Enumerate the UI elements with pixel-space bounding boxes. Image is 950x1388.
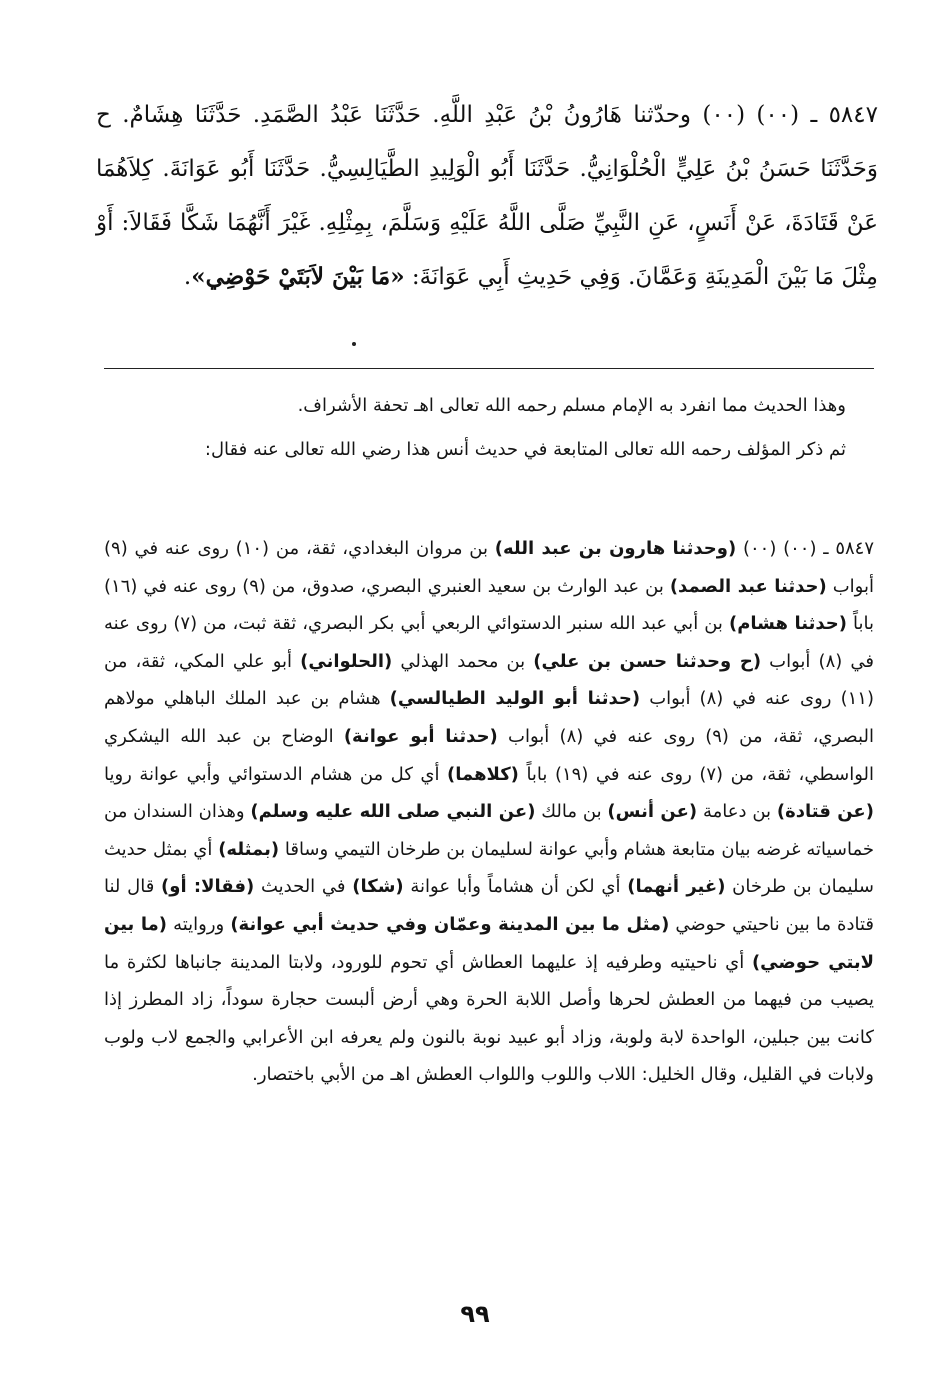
commentary-segment: أي لكن أن هشاماً وأبا عوانة bbox=[403, 876, 628, 898]
commentary-segment: أي بمثل حديث سليمان بن طرخان bbox=[104, 838, 875, 898]
commentary-segment: هشام بن عبد الملك الباهلي مولاهم البصري، ثقة، من (٩) روى عنه في (٨) أبواب bbox=[104, 688, 874, 747]
commentary-segment-bold: (بمثله) bbox=[218, 838, 280, 860]
commentary-segment-bold: (ما بين لابتي حوضي) bbox=[104, 913, 874, 973]
commentary-segment-bold: (الحلواني) bbox=[300, 650, 393, 672]
commentary-segment-bold: (حدثنا هشام) bbox=[728, 613, 847, 635]
commentary-segment: وروايته bbox=[167, 913, 231, 935]
hadith-segment: ٥٨٤٧ ـ (٠٠) (٠٠) وحدّثنا هَارُونُ بْنُ عَبْدِ اللَّهِ. حَدَّثَنَا عَبْدُ الصَّمَدِ. حَدَّثَنَا هِشَامٌ. ح وَحَدَّثَنَا حَسَنُ بْنُ عَلِيٍّ الْحُلْوَانِيُّ. حَدَّثَنَا أَبُو الْوَلِيدِ الطَّيَالِسِيُّ. حَدَّثَنَا أَبُو عَوَانَةَ. كِلاَهُمَا عَنْ قَتَادَةَ، عَنْ أَنَسٍ، عَنِ النَّبِيِّ صَلَّى اللَّهُ عَلَيْهِ وَسَلَّمَ، بِمِثْلِهِ. غَيْرَ أَنَّهُمَا شَكَّا فَقَالاَ: أَوْ مِثْلَ مَا بَيْنَ الْمَدِينَةِ وَعَمَّانَ. وَفِي حَدِيثِ أَبِي عَوَانَةَ: bbox=[96, 102, 878, 290]
commentary-segment-bold: (ح وحدثنا حسن بن علي) bbox=[533, 650, 762, 672]
commentary-segment-bold: (غير أنهما) bbox=[627, 876, 726, 898]
commentary-segment-bold: (وحدثنا هارون بن عبد الله) bbox=[494, 538, 737, 559]
commentary-segment: بن محمد الهذلي bbox=[392, 650, 534, 672]
footnote-line: ثم ذكر المؤلف رحمه الله تعالى المتابعة في حديث أنس هذا رضي الله تعالى عنه فقال: bbox=[204, 439, 846, 460]
commentary-segment-bold: (فقالا: أو) bbox=[161, 876, 255, 898]
decorative-dot bbox=[352, 342, 356, 346]
commentary-segment-bold: (مثل ما بين المدينة وعمّان وفي حديث أبي عوانة) bbox=[230, 913, 670, 935]
footnote-block bbox=[104, 384, 874, 472]
commentary-segment: أي كل من هشام الدستوائي وأبي عوانة رويا bbox=[104, 763, 448, 785]
commentary-text bbox=[104, 530, 874, 1094]
commentary-segment: بن مروان البغدادي، ثقة، من (١٠) روى عنه في (٩) أبواب bbox=[104, 538, 874, 597]
commentary-segment: في الحديث bbox=[254, 876, 353, 898]
commentary-segment: بن مالك bbox=[535, 801, 608, 823]
footnote-line: وهذا الحديث مما انفرد به الإمام مسلم رحمه الله تعالى اهـ تحفة الأشراف. bbox=[297, 395, 846, 416]
commentary-segment-bold: (عن قتادة) bbox=[776, 801, 874, 823]
commentary-segment: بن أبي عبد الله سنبر الدستوائي الربعي أبي بكر البصري، ثقة ثبت، من (٧) روى عنه في (٨) أبواب bbox=[104, 613, 874, 672]
commentary-segment: قال لنا قتادة ما بين ناحيتي حوضي bbox=[104, 876, 874, 935]
commentary-segment: ٥٨٤٧ ـ (٠٠) (٠٠) bbox=[736, 538, 874, 559]
commentary-segment-bold: (حدثنا عبد الصمد) bbox=[669, 575, 827, 597]
commentary-segment: الوضاح بن عبد الله اليشكري الواسطي، ثقة، من (٧) روى عنه في (١٩) باباً bbox=[104, 725, 874, 785]
commentary-segment-bold: (كلاهما) bbox=[447, 763, 519, 785]
page-number: ٩٩ bbox=[460, 1300, 490, 1328]
commentary-segment-bold: (عن أنس) bbox=[607, 801, 698, 823]
commentary-segment: أبو علي المكي، ثقة، من (١١) روى عنه في (٨) أبواب bbox=[104, 650, 874, 710]
section-divider bbox=[104, 368, 874, 369]
hadith-segment-bold: «مَا بَيْنَ لاَبَتَيْ حَوْضِي» bbox=[191, 263, 405, 290]
hadith-segment: . bbox=[183, 264, 192, 290]
commentary-segment-bold: (عن النبي صلى الله عليه وسلم) bbox=[250, 801, 536, 823]
commentary-segment: بن عبد الوارث بن سعيد العنبري البصري، صدوق، من (٩) روى عنه في (١٦) باباً bbox=[104, 575, 875, 635]
commentary-segment-bold: (شكا) bbox=[352, 876, 404, 898]
commentary-segment-bold: (حدثنا أبو الوليد الطيالسي) bbox=[389, 688, 641, 710]
commentary-segment: وهذان السندان من خماسياته غرضه بيان متابعة هشام وأبي عوانة لسليمان بن طرخان التيمي وساقا bbox=[104, 801, 874, 860]
commentary-segment: بن دعامة bbox=[697, 801, 777, 823]
commentary-segment: أي ناحيتيه وطرفيه إذ عليهما العطاش أي تحوم للورود، ولابتا المدينة جانباها لكثرة ما يصيب من فيهما من العطش لحرها وأصل اللابة الحرة وهي أرض ألبست حجارة سوداً، زاد المطرز إذا كانت بين جبلين، الواحدة لابة ولوبة، وزاد أبو عبيد نوبة بالنون ولم يعرفه ابن الأعرابي والجمع لاب ولوب ولابات في القليل، وقال الخليل: اللاب واللوب واللواب العطش اهـ من الأبي باختصار. bbox=[104, 951, 874, 1086]
commentary-segment-bold: (حدثنا أبو عوانة) bbox=[343, 725, 498, 747]
hadith-text bbox=[96, 88, 878, 304]
